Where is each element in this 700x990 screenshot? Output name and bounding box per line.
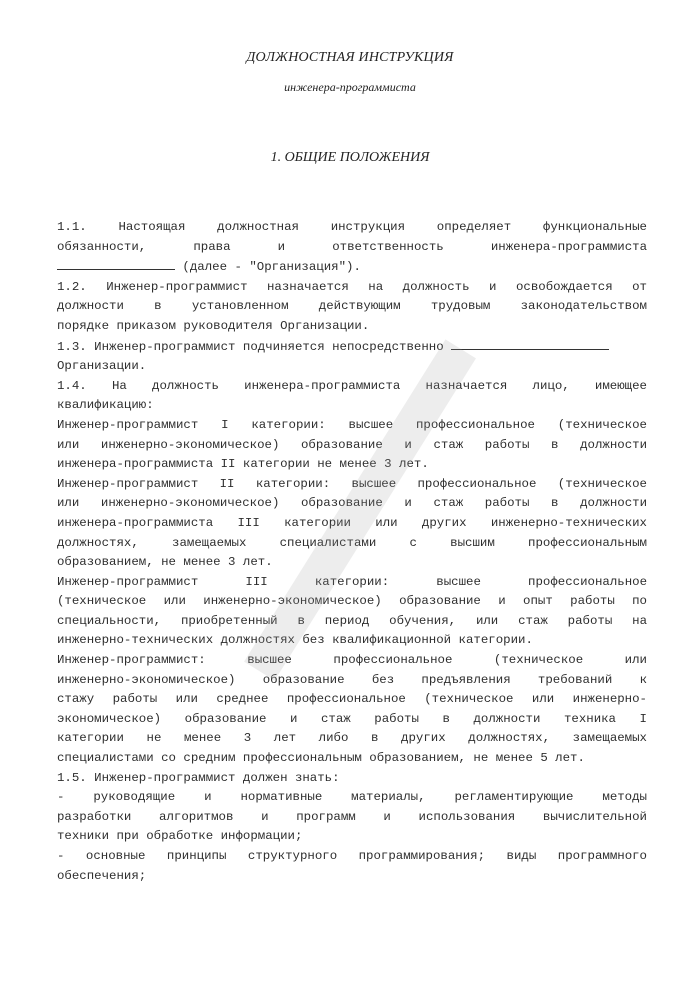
text-line: обязанности, права и ответственность инженера-программиста [57, 239, 647, 254]
text-line: экономическое) образование и стаж работы в должности техника I [57, 711, 647, 726]
blank-field-organization [57, 257, 175, 270]
text-line: - руководящие и нормативные материалы, регламентирующие методы [57, 790, 647, 805]
text-line: - основные принципы структурного программирования; виды программного [57, 849, 647, 863]
text-line: Инженер-программист II категории: высшее профессиональное (техническое [57, 476, 647, 491]
text-line: Организации. [57, 359, 147, 374]
text-line: 1.4. На должность инженера-программиста назначается лицо, имеющее [57, 378, 647, 393]
text-line: категории не менее 3 лет либо в других должностях, замещаемых [57, 731, 647, 746]
text-line: специалистами со средним профессиональным образованием, не менее 5 лет. [57, 751, 585, 766]
text-line: инженерно-экономическое) образование без предъявления требований к [57, 672, 647, 687]
text-line: 1.1. Настоящая должностная инструкция определяет функциональные [57, 220, 647, 234]
text-line: квалификацию: [57, 398, 154, 413]
text-line: 1.2. Инженер-программист назначается на должность и освобождается от [57, 279, 647, 294]
document-title: ДОЛЖНОСТНАЯ ИНСТРУКЦИЯ [246, 50, 454, 65]
text-line [57, 257, 647, 278]
text-line: (техническое или инженерно-экономическое) образование и опыт работы по [57, 594, 647, 609]
text-line: обеспечения; [57, 868, 147, 883]
document-subtitle: инженера-программиста [284, 80, 416, 94]
text-line: должностях, замещаемых специалистами с высшим профессиональным [57, 535, 647, 550]
text-line: разработки алгоритмов и программ и использования вычислительной [57, 809, 647, 824]
text-line: инженера-программиста II категории не менее 3 лет. [57, 457, 429, 472]
text-line: Инженер-программист: высшее профессиональное (техническое или [57, 653, 647, 668]
text-line: инженерно-технических должностях без квалификационной категории. [57, 633, 533, 648]
section-heading: 1. ОБЩИЕ ПОЛОЖЕНИЯ [270, 150, 430, 165]
text-line: образованием, не менее 3 лет. [57, 555, 273, 570]
blank-field-supervisor [451, 337, 609, 350]
text-line: должности в установленном действующим трудовым законодательством [57, 299, 647, 314]
text-line: 1.5. Инженер-программист должен знать: [57, 770, 340, 785]
text-line: инженера-программиста III категории или других инженерно-технических [57, 515, 647, 530]
text-line: стажу работы или среднее профессиональное (техническое или инженерно- [57, 692, 647, 707]
text-fragment: (далее - "Организация"). [175, 260, 361, 275]
text-line: порядке приказом руководителя Организации. [57, 318, 370, 333]
text-line: или инженерно-экономическое) образование и стаж работы в должности [57, 496, 647, 511]
document-body [57, 218, 647, 886]
text-line: техники при обработке информации; [57, 829, 303, 844]
text-line: специальности, приобретенный в период обучения, или стаж работы на [57, 613, 647, 628]
text-line [57, 337, 647, 358]
text-line: Инженер-программист I категории: высшее профессиональное (техническое [57, 417, 647, 432]
text-line: или инженерно-экономическое) образование и стаж работы в должности [57, 437, 647, 452]
text-fragment: 1.3. Инженер-программист подчиняется непосредственно [57, 339, 452, 354]
text-line: Инженер-программист III категории: высшее профессиональное [57, 574, 647, 589]
